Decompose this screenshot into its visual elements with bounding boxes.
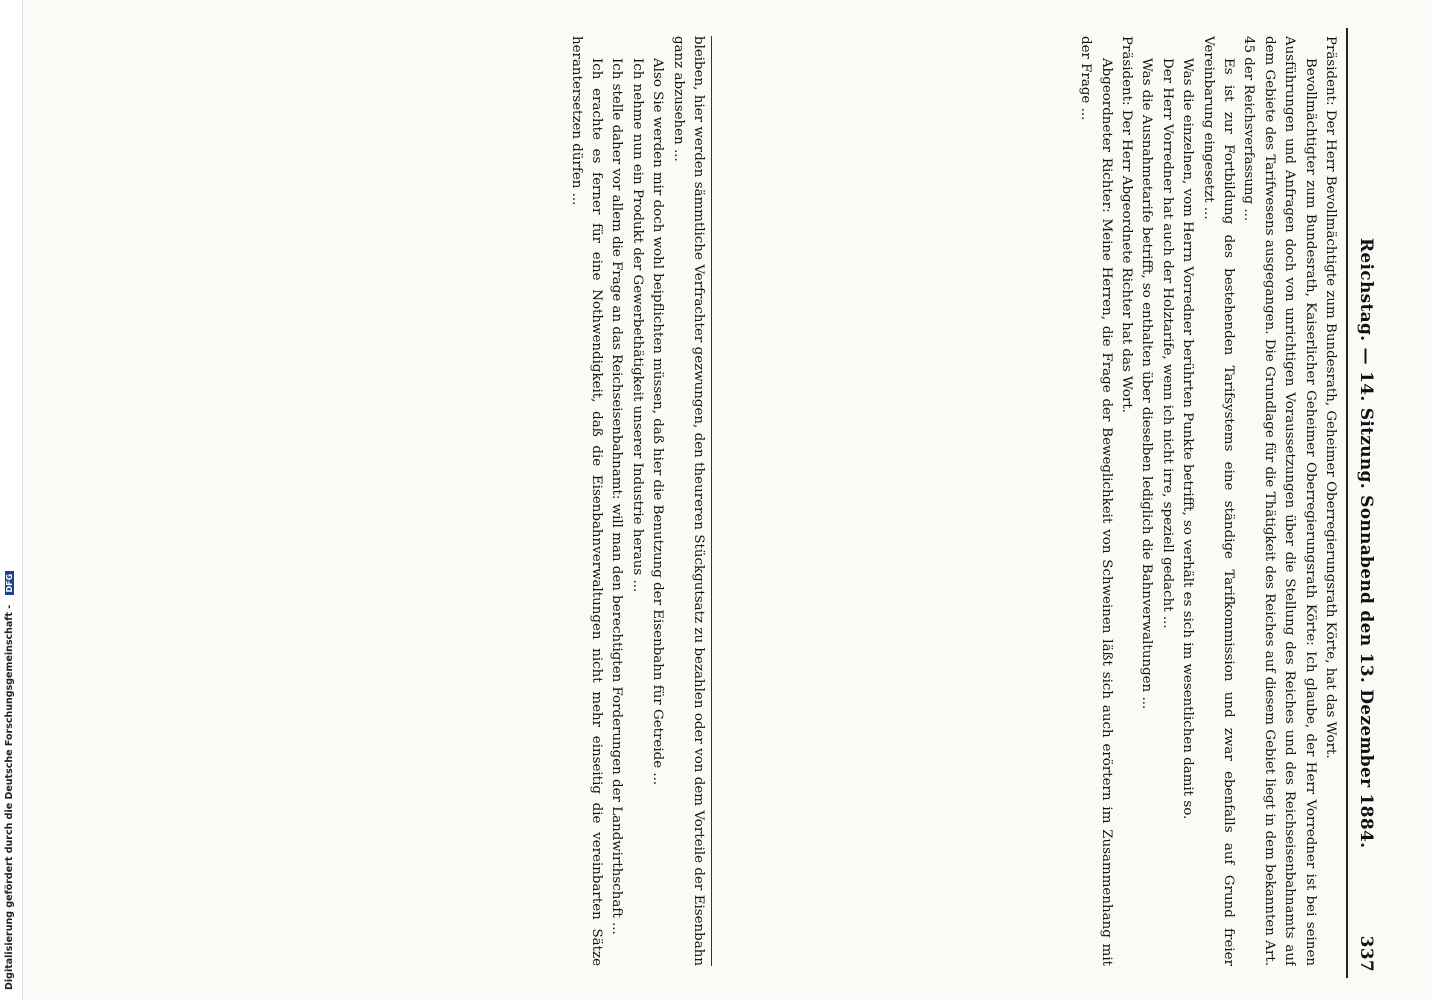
paragraph: Es ist zur Fortbildung des bestehenden Tarifsystems eine ständige Tarifkommission und zwar ebenfalls auf Grund freier Vereinbarung eingesetzt ...	[1200, 36, 1236, 966]
paragraph: Ich nehme nun ein Produkt der Gewerbethätigkeit unserer Industrie heraus ...	[629, 58, 645, 593]
paragraph: Der Herr Vorredner hat auch der Holztarife, wenn ich nicht irre, speziell gedacht ...	[1159, 58, 1175, 629]
paragraph: bleiben, hier werden sämmtliche Verfrachter gezwungen, den theureren Stückgutsatz zu bezahlen oder von dem Vorteile der Eisenbahn ganz abzusehen ...	[670, 36, 706, 966]
rotated-page	[66, 0, 1402, 1000]
paragraph: Was die einzelnen, vom Herrn Vorredner berührten Punkte betrifft, so verhält es sich im wesentlichen damit so.	[1180, 58, 1196, 820]
page-title: Reichstag. — 14. Sitzung. Sonnabend den 13. Dezember 1884.	[1356, 238, 1376, 849]
paragraph: Präsident: Der Herr Abgeordnete Richter hat das Wort.	[1118, 36, 1134, 414]
column-right	[80, 36, 708, 966]
dfg-logo-icon: DFG	[5, 571, 14, 596]
paragraph: Abgeordneter Richter: Meine Herren, die Frage der Beweglichkeit von Schweinen läßt sich auch erörtern im Zusammenhang mit der Frage ...	[1078, 36, 1114, 966]
page-number: 337	[1356, 935, 1376, 972]
paragraph: Also Sie werden mir doch wohl beipflichten müssen, daß hier die Benutzung der Eisenbahn für Getreide ...	[650, 58, 666, 786]
paragraph: Ich erachte es ferner für eine Nothwendigkeit, daß die Eisenbahnverwaltungen nicht mehr einseitig die vereinbarten Sätze herantersetzen dürfen ...	[568, 36, 604, 966]
paragraph: Präsident: Der Herr Bevollmächtigte zum Bundesrath, Geheimer Oberregierungsrath Körte, hat das Wort.	[1323, 36, 1338, 759]
paragraph: Ich stelle daher vor allem die Frage an das Reichseisenbahnamt: will man den berechtigten Forderungen der Landwirthschaft ...	[609, 58, 625, 935]
credit-text	[4, 10, 15, 990]
column-left	[712, 36, 1340, 966]
credit-label: Digitalisierung gefördert durch die Deutsche Forschungsgemeinschaft -	[4, 604, 15, 990]
paragraph: Was die Ausnahmetarife betrifft, so enthalten über dieselben lediglich die Bahnverwaltungen ...	[1139, 58, 1155, 710]
column-divider	[711, 36, 712, 966]
paragraph: Bevollmächtigter zum Bundesrath, Kaiserlicher Geheimer Oberregierungsrath Körte: Ich glaube, der Herr Vorredner ist bei seinen Ausführungen und Anfragen doch von unrichtigen Voraussetzungen über die Stellung des Reiches und des Reichseisenbahnamts auf dem Gebiete des Tarifwesens ausgegangen. Die Grundlage für die Thätigkeit des Reiches auf diesem Gebiet liegt in dem bekannten Art. 45 der Reichsverfassung ...	[1241, 36, 1318, 966]
credit-strip	[0, 0, 23, 1000]
page-header	[1346, 28, 1380, 978]
